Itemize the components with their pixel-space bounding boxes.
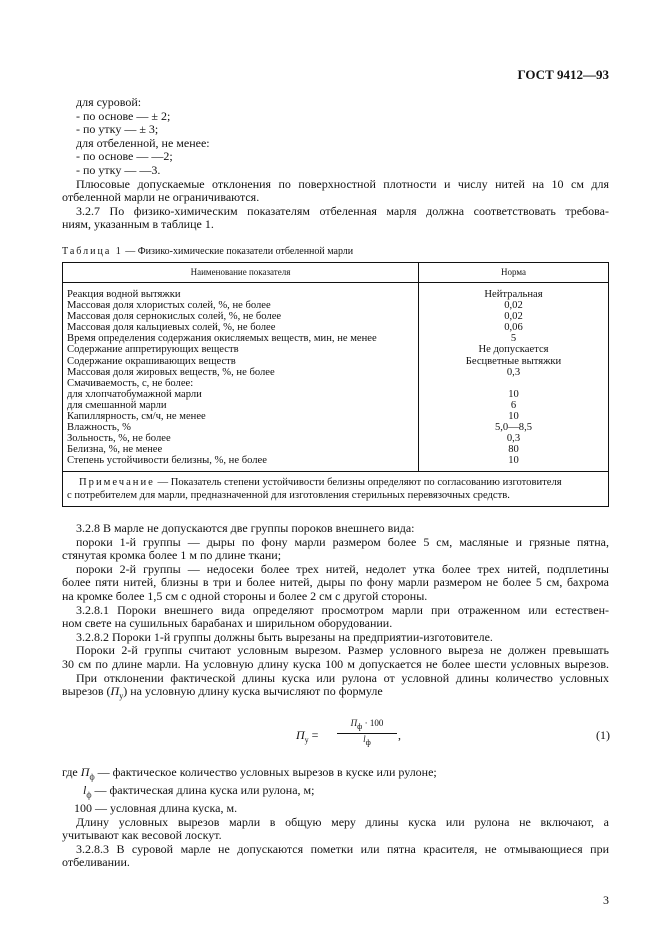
- norm-value: 6: [510, 399, 517, 411]
- norm-value: 5,0—8,5: [494, 422, 533, 434]
- formula-fraction: [337, 718, 397, 747]
- note-line-2: с потребителем для марли, предназначенной для изготовления стерильных перевязочных средств.: [67, 489, 510, 501]
- subscript: ф: [86, 790, 92, 800]
- text-line: Пороки 2-й группы считают условным вырезом. Размер условного выреза не должен превышать: [76, 643, 609, 658]
- document-code-header: ГОСТ 9412—93: [517, 67, 609, 82]
- subscript: ф: [89, 772, 95, 782]
- table-note-row: [63, 471, 609, 506]
- text-line: - по утку — —3.: [76, 162, 161, 177]
- section-tolerances: [62, 96, 609, 232]
- indicator-name: Массовая доля хлористых солей, %, не более: [67, 300, 271, 312]
- norm-value: 0,3: [506, 433, 521, 445]
- page-number: 3: [603, 893, 609, 907]
- comma: ,: [398, 728, 401, 742]
- section-defects: [62, 522, 609, 703]
- text-line: - по основе — —2;: [76, 149, 173, 164]
- text: где: [62, 765, 81, 779]
- indicator-name: Зольность, %, не более: [67, 433, 171, 445]
- text-line: 3.2.8.1 Пороки внешнего вида определяют просмотром марли при отраженном или естествен-: [76, 602, 609, 617]
- where-line-2: [62, 784, 609, 802]
- norm-value: 0,06: [504, 322, 523, 334]
- indicator-name: Время определения содержания окисляемых веществ, мин, не менее: [67, 333, 377, 345]
- table-header-row: [63, 263, 609, 283]
- text-line: отбеливании.: [62, 855, 130, 870]
- text-line: учитывают как весовой лоскут.: [62, 828, 222, 843]
- text-line: на кромке более 1,5 см с одной стороны и более 2 см с другой стороны.: [62, 588, 428, 603]
- text-line: 3.2.8.2 Пороки 1-й группы должны быть вырезаны на предприятии-изготовителе.: [76, 629, 493, 644]
- norm-value: 5: [510, 333, 517, 345]
- text-line: При отклонении фактической длины куска или рулона от условной длины количество условных: [76, 670, 609, 685]
- symbol: П: [110, 684, 120, 699]
- text-line: 3.2.7 По физико-химическим показателям отбеленная марля должна соответствовать требова-: [76, 203, 609, 218]
- indicator-name: Реакция водной вытяжки: [67, 289, 181, 300]
- table-caption: [62, 246, 353, 257]
- numerator: [337, 718, 397, 734]
- table-caption-text: — Физико-химические показатели отбеленной марли: [122, 246, 354, 257]
- table-body: [63, 283, 609, 472]
- norm-value: Нейтральная: [484, 289, 543, 300]
- indicator-names-column: [63, 283, 419, 472]
- column-header-norm: Норма: [419, 263, 609, 283]
- text-line: пороки 1-й группы — дыры по фону марли размером более 5 см, масляные и грязные пятна,: [76, 534, 609, 549]
- norm-value: 80: [508, 444, 519, 456]
- note-line-1: — Показатель степени устойчивости белизны определяют по согласованию изготовителя: [154, 476, 562, 488]
- formula-intro-line: [62, 685, 609, 703]
- text-line: 30 см по длине марли. На условную длину куска 100 м допускается не более шести условных вырезов.: [62, 656, 609, 671]
- equals: =: [308, 728, 319, 742]
- norm-value: 10: [508, 388, 519, 400]
- symbol: l: [363, 733, 366, 744]
- subscript: ф: [365, 737, 371, 747]
- denominator: [337, 734, 397, 747]
- text-line: 3.2.8 В марле не допускаются две группы пороков внешнего вида:: [76, 521, 415, 535]
- table-caption-label: Таблица 1: [62, 246, 123, 257]
- indicator-name: Степень устойчивости белизны, %, не более: [67, 455, 267, 467]
- column-header-name: Наименование показателя: [63, 263, 419, 283]
- norm-values-column: [419, 283, 609, 472]
- formula-lhs: [296, 728, 318, 744]
- text: ) на условную длину куска вычисляют по формуле: [123, 684, 383, 699]
- symbol: П: [350, 718, 358, 728]
- text-line: Длину условных вырезов марли в общую меру длины куска или рулона не включают, а: [76, 814, 609, 829]
- indicator-name: для смешанной марли: [67, 399, 167, 411]
- indicator-name: Смачиваемость, с, не более:: [67, 377, 194, 389]
- text-line: для суровой:: [76, 95, 142, 109]
- indicator-name: Массовая доля жировых веществ, %, не более: [67, 366, 275, 378]
- norm-value: 0,02: [504, 300, 523, 312]
- text-line: отбеленной марли не ограничиваются.: [62, 190, 260, 205]
- text-line: Плюсовые допускаемые отклонения по поверхностной плотности и числу нитей на 10 см для: [76, 176, 609, 191]
- symbol: П: [296, 728, 305, 742]
- norm-value: 10: [508, 455, 519, 467]
- note-label: Примечание: [79, 476, 155, 488]
- text-line: пороки 2-й группы — недосеки более трех нитей, недолет утка более трех нитей, подплетины: [76, 561, 609, 576]
- norm-value: Бесцветные вытяжки: [465, 355, 562, 367]
- text-line: для отбеленной, не менее:: [76, 135, 210, 150]
- indicator-name: Массовая доля кальциевых солей, %, не более: [67, 322, 276, 334]
- text-line: - по утку — ± 3;: [76, 122, 159, 137]
- closing-paragraphs: [62, 816, 609, 870]
- norm-value: Не допускается: [478, 344, 549, 356]
- subscript: у: [304, 735, 309, 745]
- table-note: [63, 471, 609, 506]
- defects-paragraphs: [62, 522, 609, 685]
- norm-value: [423, 378, 604, 389]
- indicator-name: Белизна, %, не менее: [67, 444, 163, 456]
- text-line: стянутая кромка более 1 м по длине ткани;: [62, 548, 282, 563]
- where-line-1: [62, 766, 609, 784]
- where-line-3: 100 — условная длина куска, м.: [74, 800, 238, 815]
- indicator-name: Капиллярность, см/ч, не менее: [67, 411, 206, 423]
- symbol: l: [83, 782, 87, 797]
- text-line: ном свете на сушильных барабанах и ширильном оборудовании.: [62, 616, 393, 631]
- symbol: П: [80, 765, 90, 779]
- norm-value: 0,02: [504, 311, 523, 323]
- physico-chemical-table: [62, 262, 609, 507]
- section-where: [62, 766, 609, 870]
- subscript: ф: [357, 721, 363, 731]
- indicator-name: для хлопчатобумажной марли: [67, 388, 202, 400]
- text-line: 3.2.8.3 В суровой марле не допускаются пометки или пятна красителя, не отмывающиеся при: [76, 841, 609, 856]
- norm-value: 0,3: [506, 366, 521, 378]
- indicator-name: Содержание аппретирующих веществ: [67, 344, 239, 356]
- norm-value: 10: [508, 411, 519, 423]
- text-line: более пяти нитей, близны в три и более нитей, дыры по фону марли размером не более 5 см, бахрома: [62, 575, 609, 590]
- text-line: ниям, указанным в таблице 1.: [62, 217, 214, 232]
- text: — фактическая длина куска или рулона, м;: [91, 782, 315, 797]
- subscript: у: [119, 691, 124, 701]
- text: — фактическое количество условных вырезов в куске или рулоне;: [94, 765, 437, 779]
- text: вырезов (: [62, 684, 111, 699]
- equation-number: (1): [596, 728, 610, 742]
- indicator-name: Массовая доля сернокислых солей, %, не более: [67, 311, 282, 323]
- indicator-name: Содержание окрашивающих веществ: [67, 355, 236, 367]
- text: · 100: [362, 718, 384, 728]
- text-line: - по основе — ± 2;: [76, 108, 171, 123]
- indicator-name: Влажность, %: [67, 422, 131, 434]
